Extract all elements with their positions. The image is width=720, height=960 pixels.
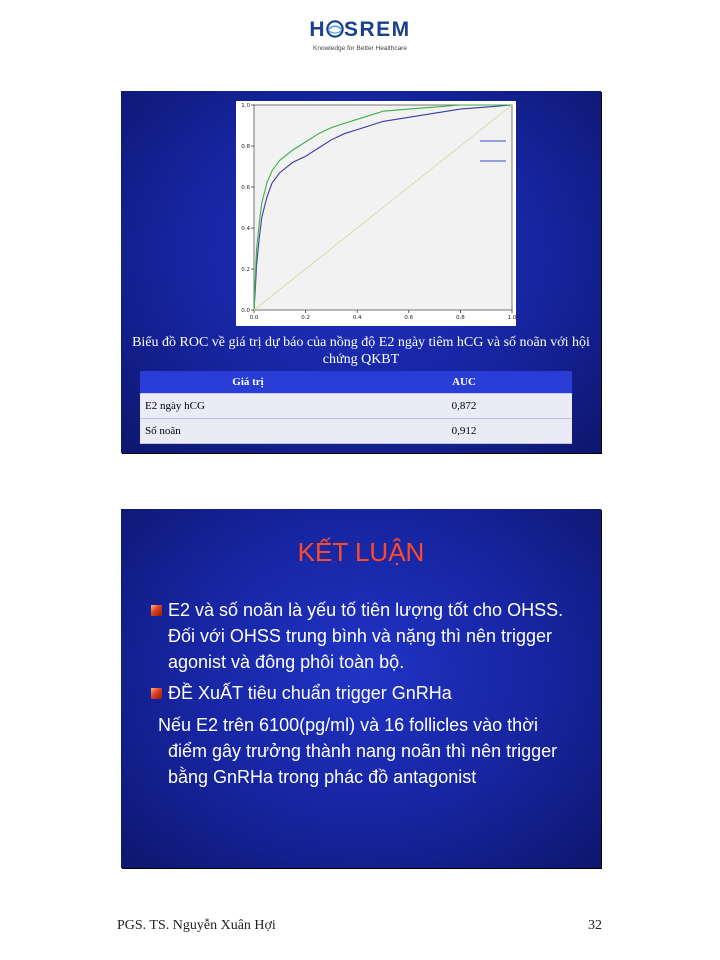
cell-name: Số noãn: [140, 419, 356, 444]
column-header-auc: AUC: [356, 371, 572, 394]
y-tick-label: 1.0: [241, 103, 250, 109]
cell-auc: 0,872: [356, 394, 572, 419]
y-tick-label: 0.4: [241, 226, 250, 232]
globe-icon: [326, 20, 344, 38]
cell-name: E2 ngày hCG: [140, 394, 356, 419]
logo-wordmark: [300, 18, 420, 42]
list-item: [121, 680, 601, 706]
bullet-text: ĐỀ XuẤT tiêu chuẩn trigger GnRHa: [168, 683, 452, 703]
footer-author: PGS. TS. Nguyễn Xuân Hợi: [117, 918, 276, 933]
y-tick-label: 0.6: [241, 185, 250, 191]
bullet-square-icon: [151, 605, 162, 616]
slide-roc: [121, 91, 601, 453]
bullet-square-icon: [151, 688, 162, 699]
recommendation-paragraph: Nếu E2 trên 6100(pg/ml) và 16 follicles vào thời điểm gây trưởng thành nang noãn thì nên trigger bằng GnRHa trong phác đồ antagonist: [158, 715, 558, 787]
roc-chart-svg: [236, 101, 516, 326]
auc-table: [140, 371, 572, 444]
list-item: [121, 597, 601, 675]
y-tick-label: 0.2: [241, 267, 250, 273]
page-number: 32: [588, 918, 602, 933]
table-row: [140, 419, 572, 444]
x-tick-label: 1.0: [507, 315, 516, 321]
x-tick-label: 0.0: [249, 315, 259, 321]
conclusion-body: [121, 597, 601, 790]
slide-conclusion: [121, 509, 601, 868]
logo-tagline: Knowledge for Better Healthcare: [313, 45, 407, 52]
cell-auc: 0,912: [356, 419, 572, 444]
table-row: [140, 394, 572, 419]
x-tick-label: 0.8: [456, 315, 465, 321]
x-tick-label: 0.2: [301, 315, 310, 321]
logo-text-right: SREM: [343, 18, 411, 41]
y-tick-label: 0.8: [241, 144, 250, 150]
table-header-row: [140, 371, 572, 394]
conclusion-title: KẾT LUẬN: [297, 537, 425, 567]
column-header-value: Giá trị: [140, 371, 356, 394]
hosrem-logo: [300, 18, 420, 60]
logo-text-left: H: [309, 18, 326, 41]
x-tick-label: 0.4: [352, 315, 362, 321]
y-tick-label: 0.0: [241, 308, 250, 314]
roc-chart: [236, 101, 516, 326]
bullet-text: E2 và số noãn là yếu tố tiên lượng tốt cho OHSS. Đối với OHSS trung bình và nặng thì nên trigger agonist và đông phôi toàn bộ.: [168, 600, 564, 672]
chart-caption: Biểu đồ ROC về giá trị dự báo của nồng độ E2 ngày tiêm hCG và số noãn với hội chứng QKBT: [132, 335, 590, 367]
x-tick-label: 0.6: [404, 315, 414, 321]
